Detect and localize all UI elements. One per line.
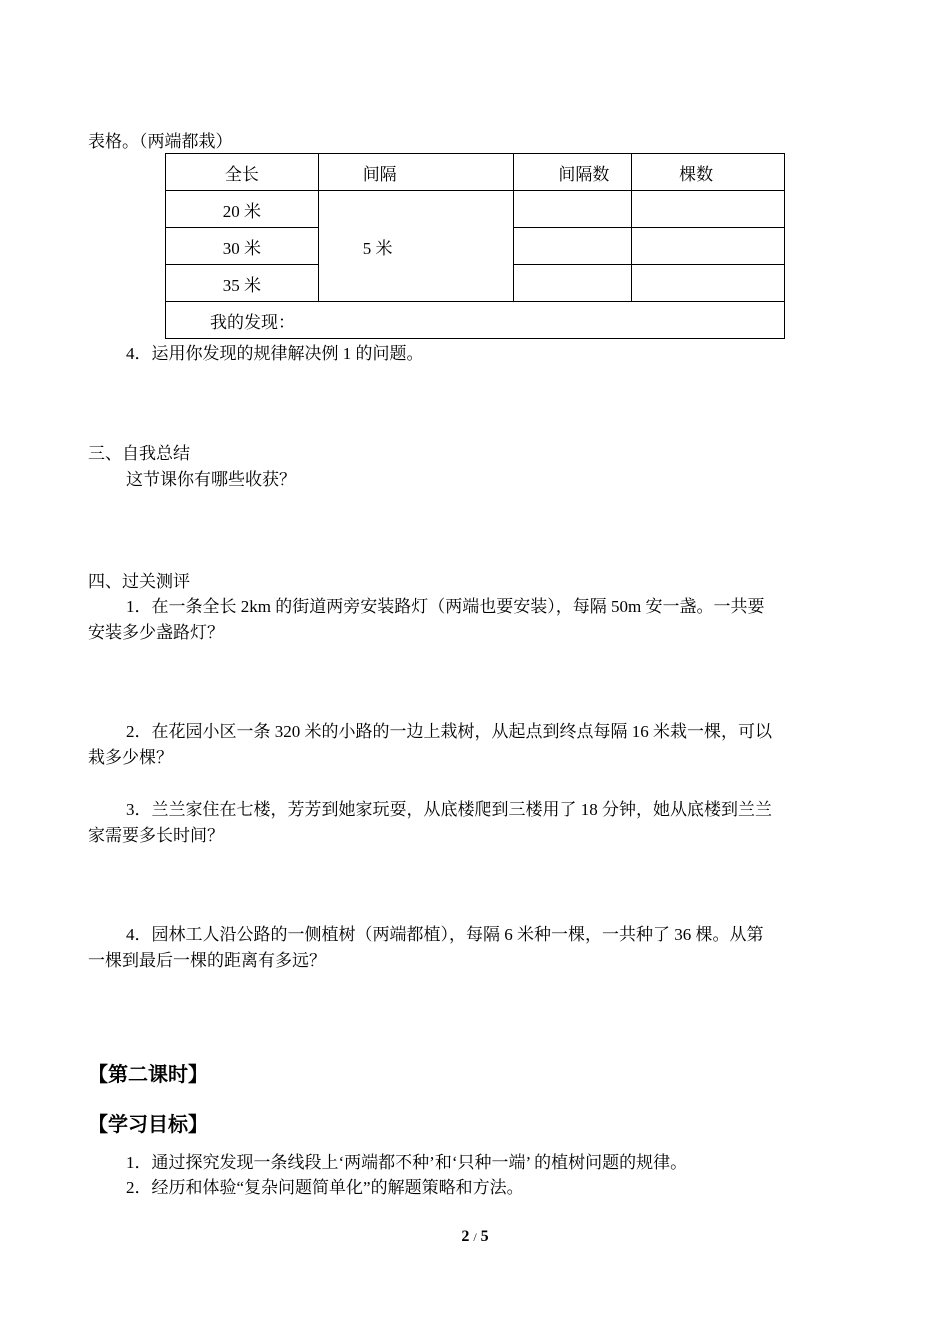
test-question-4-line2: 一棵到最后一棵的距离有多远？ — [88, 951, 326, 970]
table-header-row — [166, 154, 785, 191]
test-question-3-line2: 家需要多长时间？ — [88, 826, 224, 845]
interval-cell: 5 米 — [318, 191, 514, 302]
header-length: 全长 — [166, 154, 319, 191]
current-page: 2 — [461, 1228, 470, 1245]
lesson-2-title: 【第二课时】 — [88, 1062, 208, 1086]
table-row — [166, 191, 785, 228]
question-4-text: 4．运用你发现的规律解决例 1 的问题。 — [126, 344, 424, 363]
learning-goals-title: 【学习目标】 — [88, 1112, 208, 1136]
test-question-2-line2: 栽多少棵？ — [88, 748, 173, 767]
test-question-1-line1: 1．在一条全长 2km 的街道两旁安装路灯（两端也要安装），每隔 50m 安一盏。一共要 — [126, 597, 765, 616]
discovery-label[interactable]: 我的发现： — [166, 302, 785, 339]
header-tree-count: 棵数 — [632, 154, 785, 191]
section-3-prompt: 这节课你有哪些收获？ — [126, 470, 296, 489]
data-table — [165, 153, 785, 339]
learning-goal-2: 2．经历和体验“复杂问题简单化”的解题策略和方法。 — [126, 1178, 524, 1197]
page-number — [0, 1228, 950, 1246]
table-intro: 表格。（两端都栽） — [88, 132, 233, 151]
interval-count-cell[interactable] — [514, 265, 632, 302]
section-3-title: 三、自我总结 — [88, 444, 190, 463]
page-separator: / — [473, 1230, 477, 1244]
section-4-title: 四、过关测评 — [88, 572, 190, 591]
test-question-4-line1: 4．园林工人沿公路的一侧植树（两端都植），每隔 6 米种一棵，一共种了 36 棵。从第 — [126, 925, 764, 944]
learning-goal-1: 1．通过探究发现一条线段上‘两端都不种’和‘只种一端’ 的植树问题的规律。 — [126, 1153, 688, 1172]
discovery-row — [166, 302, 785, 339]
tree-count-cell[interactable] — [632, 265, 785, 302]
interval-count-cell[interactable] — [514, 228, 632, 265]
tree-count-cell[interactable] — [632, 191, 785, 228]
test-question-3-line1: 3．兰兰家住在七楼，芳芳到她家玩耍，从底楼爬到三楼用了 18 分钟，她从底楼到兰兰 — [126, 800, 772, 819]
length-cell: 20 米 — [166, 191, 319, 228]
length-cell: 35 米 — [166, 265, 319, 302]
tree-count-cell[interactable] — [632, 228, 785, 265]
interval-count-cell[interactable] — [514, 191, 632, 228]
test-question-2-line1: 2．在花园小区一条 320 米的小路的一边上栽树，从起点到终点每隔 16 米栽一棵，可以 — [126, 722, 772, 741]
header-interval-count: 间隔数 — [514, 154, 632, 191]
test-question-1-line2: 安装多少盏路灯？ — [88, 623, 224, 642]
header-interval: 间隔 — [318, 154, 514, 191]
total-pages: 5 — [480, 1228, 489, 1245]
length-cell: 30 米 — [166, 228, 319, 265]
